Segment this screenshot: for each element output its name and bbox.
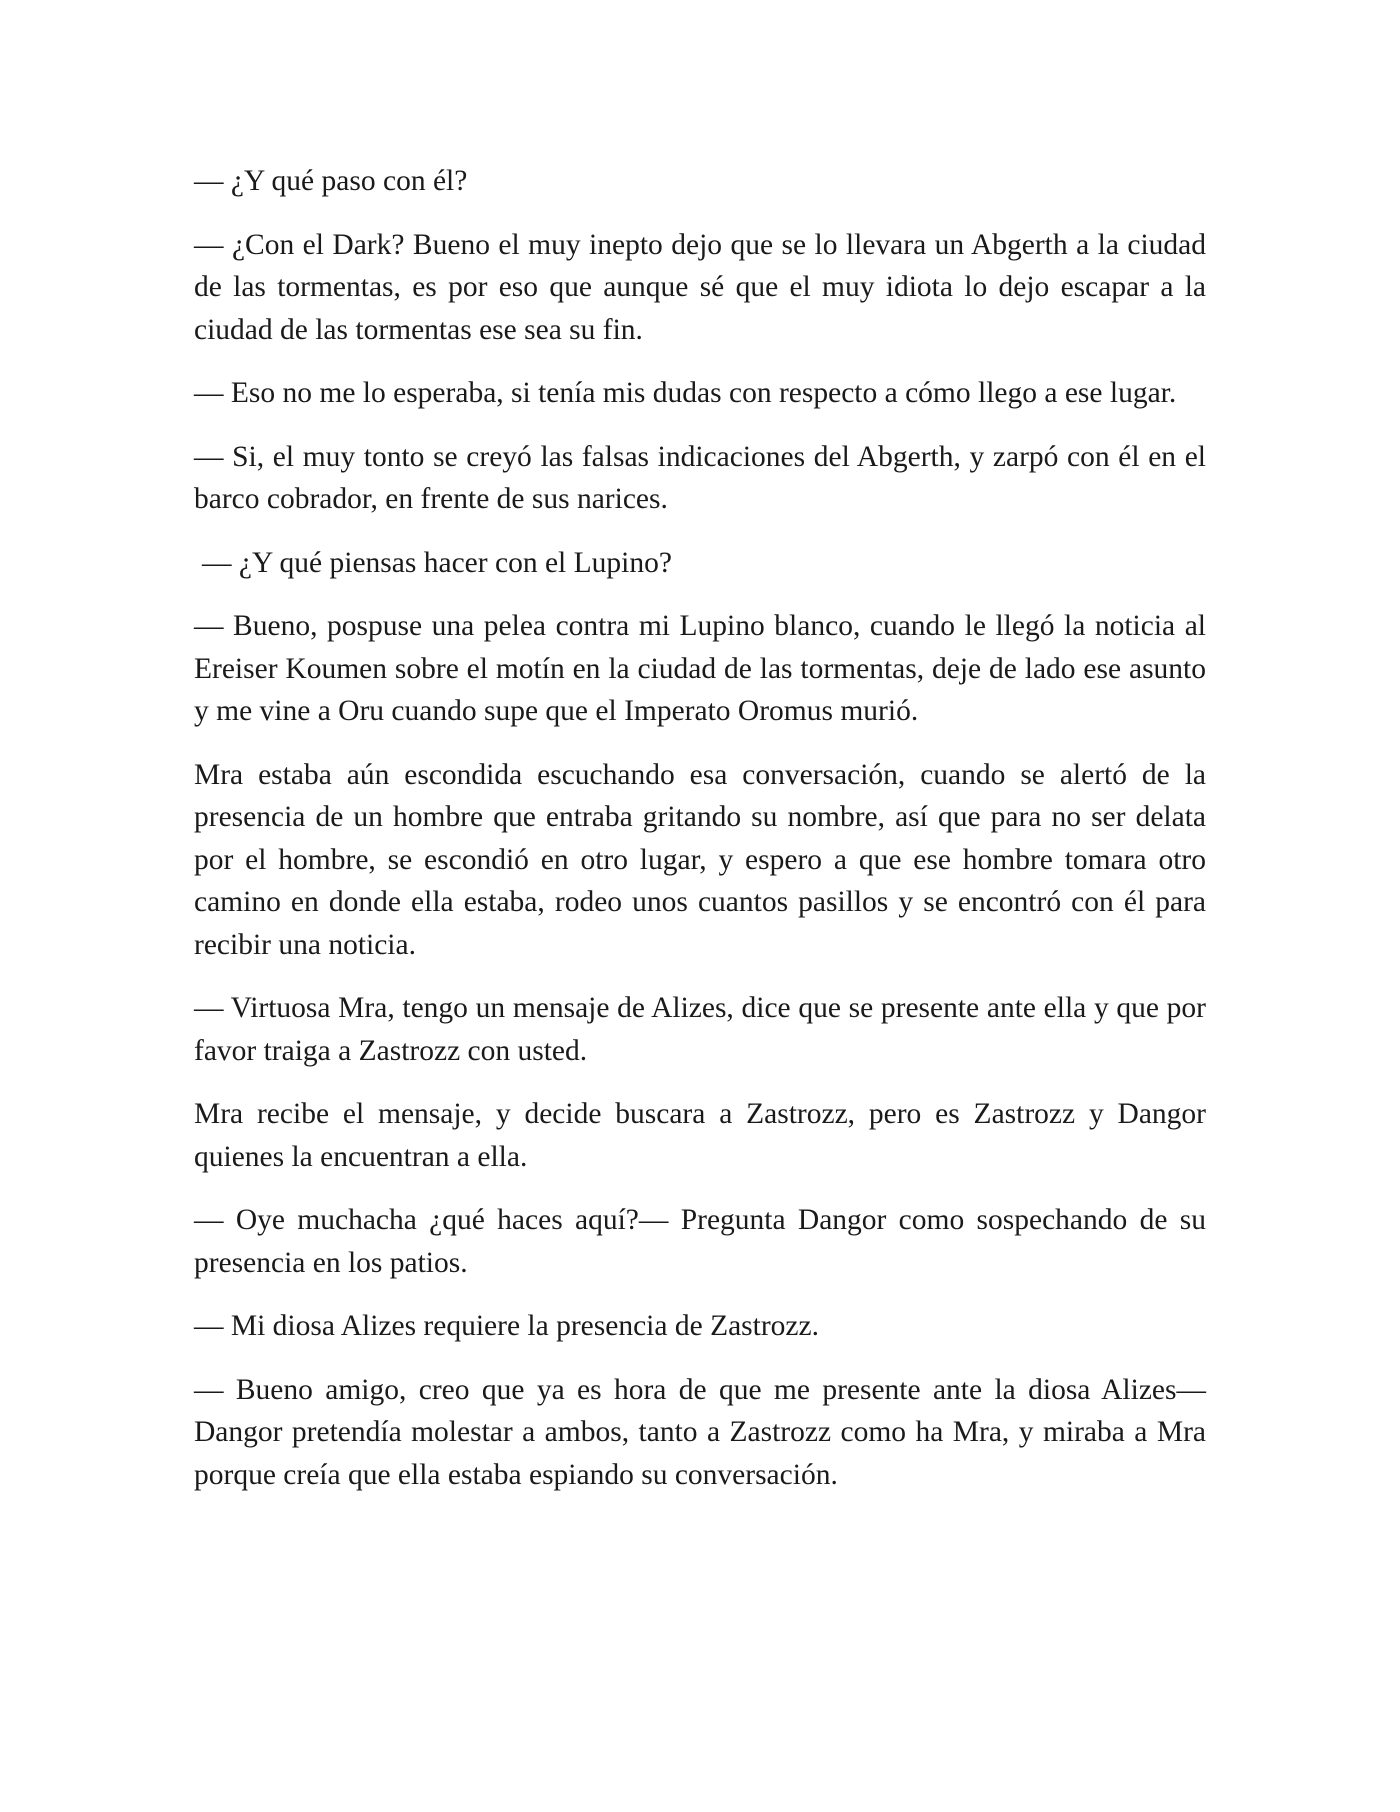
document-page [194, 160, 1206, 1517]
dialogue-line: — ¿Y qué piensas hacer con el Lupino? [202, 546, 672, 579]
dialogue-line: — Oye muchacha ¿qué haces aquí?— Pregunta Dangor como sospechando de su presencia en los patios. [194, 1204, 1206, 1279]
dialogue-line: — Bueno amigo, creo que ya es hora de que me presente ante la diosa Alizes— Dangor pretendía molestar a ambos, tanto a Zastrozz como ha Mra, y miraba a Mra porque creía que ella estaba espiando su conversación. [194, 1373, 1206, 1491]
dialogue-line: — ¿Con el Dark? Bueno el muy inepto dejo que se lo llevara un Abgerth a la ciudad de las tormentas, es por eso que aunque sé que el muy idiota lo dejo escapar a la ciudad de las tormentas ese sea su fin. [194, 228, 1206, 346]
dialogue-line: — Mi diosa Alizes requiere la presencia de Zastrozz. [194, 1310, 819, 1342]
dialogue-line: — Si, el muy tonto se creyó las falsas indicaciones del Abgerth, y zarpó con él en el barco cobrador, en frente de sus narices. [194, 440, 1206, 515]
dialogue-line: — ¿Y qué paso con él? [194, 165, 468, 197]
dialogue-line: — Virtuosa Mra, tengo un mensaje de Alizes, dice que se presente ante ella y que por favor traiga a Zastrozz con usted. [194, 992, 1206, 1067]
dialogue-line: — Eso no me lo esperaba, si tenía mis dudas con respecto a cómo llego a ese lugar. [194, 377, 1177, 409]
dialogue-line: — Bueno, pospuse una pelea contra mi Lupino blanco, cuando le llegó la noticia al Ereiser Koumen sobre el motín en la ciudad de las tormentas, deje de lado ese asunto y me vine a Oru cuando supe que el Imperato Oromus murió. [194, 610, 1206, 727]
narrative-paragraph: Mra recibe el mensaje, y decide buscara a Zastrozz, pero es Zastrozz y Dangor quienes la encuentran a ella. [194, 1098, 1206, 1173]
narrative-paragraph: Mra estaba aún escondida escuchando esa conversación, cuando se alertó de la presencia de un hombre que entraba gritando su nombre, así que para no ser delata por el hombre, se escondió en otro lugar, y espero a que ese hombre tomara otro camino en donde ella estaba, rodeo unos cuantos pasillos y se encontró con él para recibir una noticia. [194, 758, 1206, 961]
